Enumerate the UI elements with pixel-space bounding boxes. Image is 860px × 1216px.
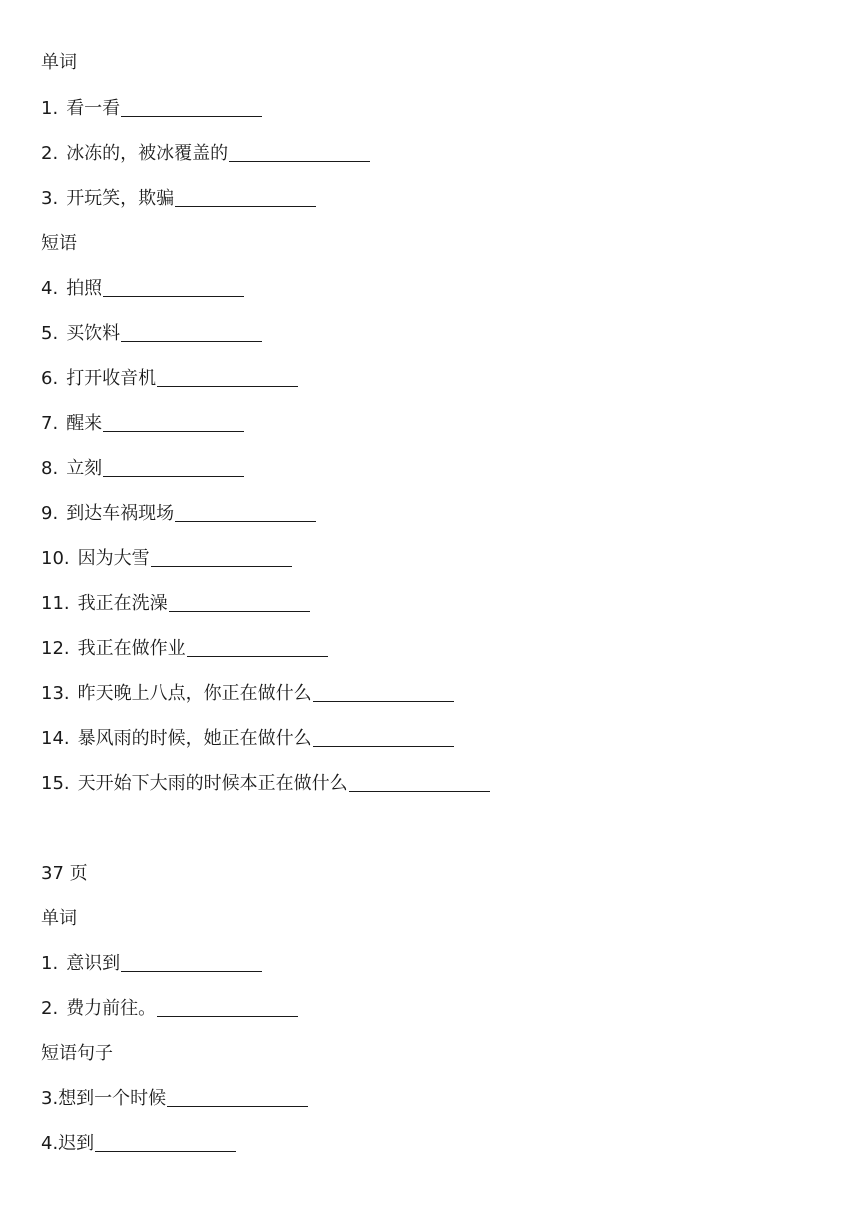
exercise-item-5 [41,322,262,346]
item-number: 14. [41,728,70,749]
item-number: 11. [41,593,70,614]
exercise-item-10 [41,547,292,571]
exercise-item-15 [41,772,490,796]
answer-blank[interactable] [103,295,244,297]
item-number: 3. [41,1088,59,1109]
item-prompt: 立刻 [66,458,103,479]
item-prompt: 费力前往。 [66,998,157,1019]
item-prompt: 开玩笑，欺骗 [66,188,175,209]
item-prompt: 天开始下大雨的时候本正在做什么 [77,773,348,794]
exercise-item-6 [41,367,298,391]
item-prompt: 冰冻的，被冰覆盖的 [66,143,229,164]
answer-blank[interactable] [157,1015,298,1017]
item-number: 13. [41,683,70,704]
heading-text: 单词 [41,908,77,929]
item-number: 3. [41,188,59,209]
item-number: 6. [41,368,59,389]
answer-blank[interactable] [151,565,292,567]
answer-blank[interactable] [167,1105,308,1107]
item-prompt: 迟到 [58,1133,95,1154]
answer-blank[interactable] [169,610,310,612]
section-heading-words [41,51,77,75]
item-number: 15. [41,773,70,794]
section-heading-phrases-sentences [41,1042,113,1066]
answer-blank[interactable] [95,1150,236,1152]
item-prompt: 我正在洗澡 [77,593,168,614]
exercise-item-p2-1 [41,952,262,976]
answer-blank[interactable] [175,205,316,207]
answer-blank[interactable] [313,745,454,747]
answer-blank[interactable] [175,520,316,522]
exercise-item-11 [41,592,310,616]
exercise-item-7 [41,412,244,436]
exercise-item-3 [41,187,316,211]
item-number: 2. [41,998,59,1019]
exercise-item-9 [41,502,316,526]
item-prompt: 到达车祸现场 [66,503,175,524]
item-number: 8. [41,458,59,479]
answer-blank[interactable] [121,340,262,342]
exercise-item-4 [41,277,244,301]
page-label [41,862,88,886]
section-heading-words-2 [41,907,77,931]
item-number: 5. [41,323,59,344]
exercise-item-p2-3 [41,1087,308,1111]
item-prompt: 因为大雪 [77,548,150,569]
page-label-text: 37 页 [41,863,88,884]
exercise-item-13 [41,682,454,706]
item-prompt: 暴风雨的时候，她正在做什么 [77,728,312,749]
answer-blank[interactable] [121,970,262,972]
exercise-item-1 [41,97,262,121]
exercise-item-p2-2 [41,997,298,1021]
item-number: 9. [41,503,59,524]
answer-blank[interactable] [157,385,298,387]
item-number: 1. [41,953,59,974]
item-prompt: 拍照 [66,278,103,299]
item-prompt: 我正在做作业 [77,638,186,659]
item-number: 12. [41,638,70,659]
item-number: 1. [41,98,59,119]
answer-blank[interactable] [313,700,454,702]
answer-blank[interactable] [121,115,262,117]
answer-blank[interactable] [187,655,328,657]
item-number: 7. [41,413,59,434]
item-number: 4. [41,1133,59,1154]
heading-text: 短语 [41,233,77,254]
answer-blank[interactable] [103,430,244,432]
exercise-item-12 [41,637,328,661]
item-prompt: 意识到 [66,953,121,974]
item-prompt: 打开收音机 [66,368,157,389]
heading-text: 短语句子 [41,1043,113,1064]
exercise-item-2 [41,142,370,166]
section-heading-phrases [41,232,77,256]
item-number: 2. [41,143,59,164]
answer-blank[interactable] [349,790,490,792]
answer-blank[interactable] [103,475,244,477]
item-prompt: 想到一个时候 [58,1088,167,1109]
exercise-item-14 [41,727,454,751]
item-prompt: 醒来 [66,413,103,434]
heading-text: 单词 [41,52,77,73]
item-prompt: 看一看 [66,98,121,119]
item-prompt: 买饮料 [66,323,121,344]
exercise-item-8 [41,457,244,481]
item-number: 10. [41,548,70,569]
exercise-item-p2-4 [41,1132,236,1156]
answer-blank[interactable] [229,160,370,162]
item-prompt: 昨天晚上八点，你正在做什么 [77,683,312,704]
item-number: 4. [41,278,59,299]
